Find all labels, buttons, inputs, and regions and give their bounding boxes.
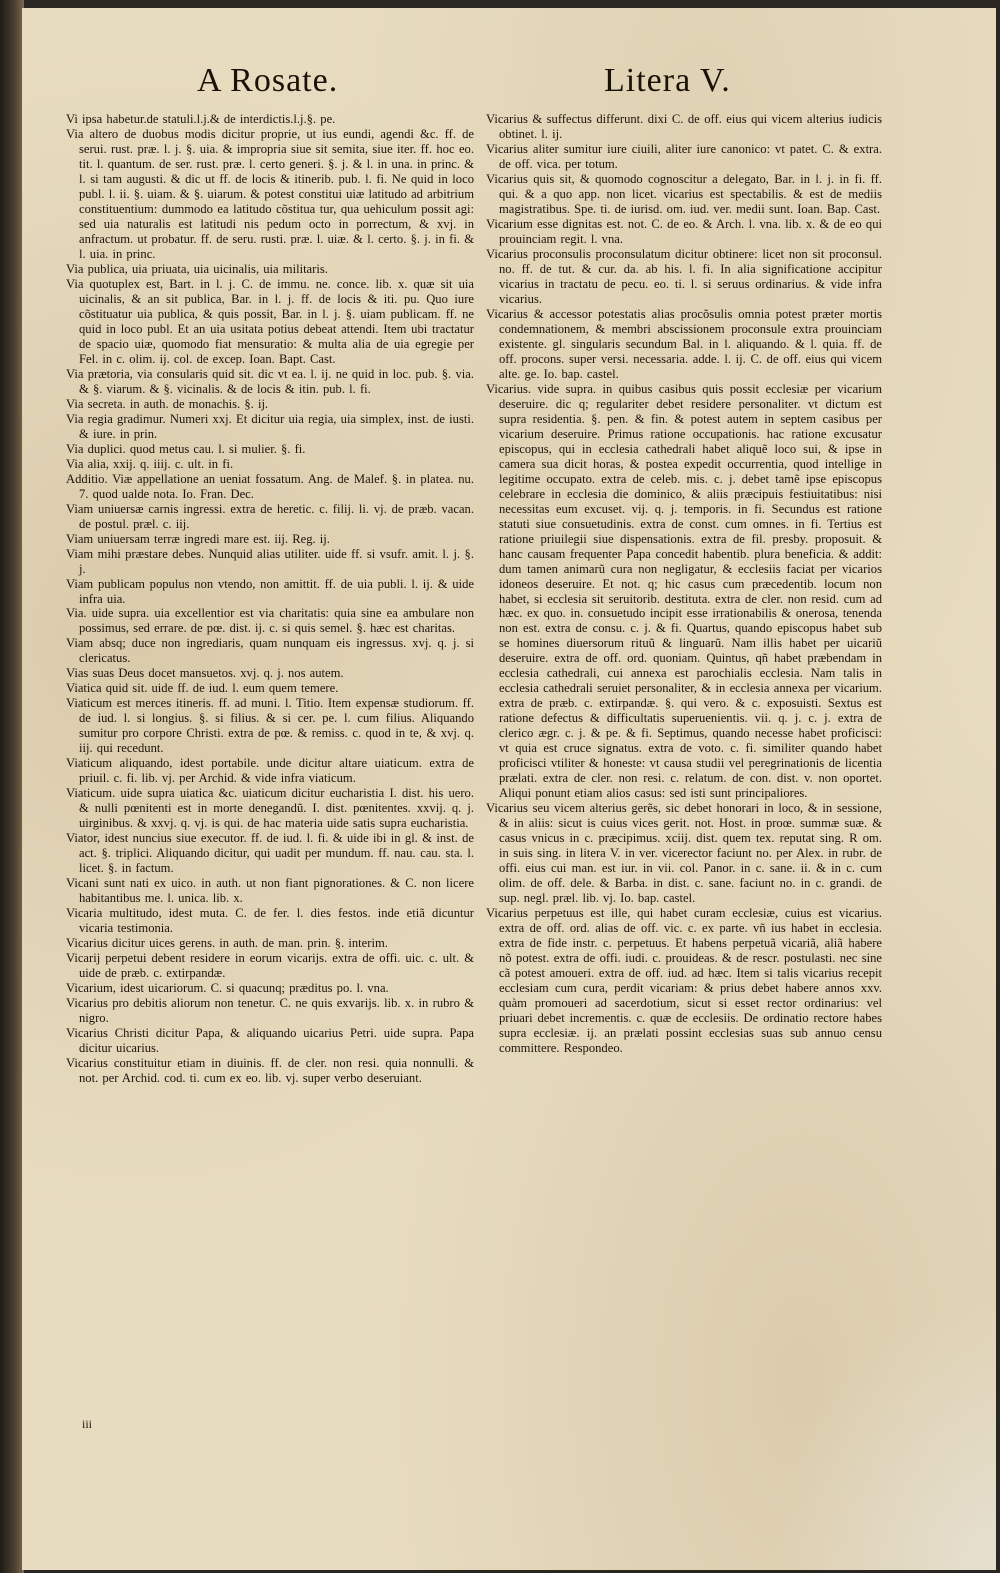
- running-head-left: A Rosate.: [197, 62, 339, 99]
- left-column-entry: Vicarius constituitur etiam in diuinis. ff. de cler. non resi. quia nonnulli. & not. per Archid. cod. ti. cum ex eo. lib. vj. super verbo deseruiant.: [66, 1056, 474, 1085]
- left-column-entry: Viaticum aliquando, idest portabile. unde dicitur altare uiaticum. extra de priuil. c. fi. lib. vj. per Archid. & vide infra viaticum.: [66, 756, 474, 786]
- left-column-entry: Via publica, uia priuata, uia uicinalis, uia militaris.: [66, 261, 328, 276]
- left-column-entry: Vias suas Deus docet mansuetos. xvj. q. j. nos autem.: [66, 666, 344, 681]
- left-column-entry: Viaticum. uide supra uiatica &c. uiaticum dicitur eucharistia I. dist. his uero. & nulli pœnitenti est in morte denegandũ. I. dist. pœnitentes. xxvij. q. j. uirginibus. & xxvj. q. vj. is qui. de hac materia uide satis supra eucharistia.: [66, 786, 474, 831]
- right-column-entry: Vicarius aliter sumitur iure ciuili, aliter iure canonico: vt patet. C. & extra. de off. vica. per totum.: [486, 141, 882, 171]
- page-stain: [736, 1250, 996, 1570]
- left-column-entry: Viam publicam populus non vtendo, non amittit. ff. de uia publi. l. ij. & uide infra uia.: [66, 576, 474, 606]
- left-column-entry: Vicarius dicitur uices gerens. in auth. de man. prin. §. interim.: [66, 936, 388, 951]
- left-column-entry: Vicarium, idest uicariorum. C. si quacunq; præditus po. l. vna.: [66, 981, 389, 996]
- left-column-entry: Vicarij perpetui debent residere in eorum vicarijs. extra de offi. uic. c. ult. & uide de præb. c. extirpandæ.: [66, 951, 474, 981]
- book-gutter: [0, 0, 24, 1573]
- left-column-entry: Via prætoria, via consularis quid sit. dic vt ea. l. ij. ne quid in loc. pub. §. via. & §. viarum. & §. vicinalis. & de locis & itin. pub. l. fi.: [66, 366, 474, 396]
- left-column-entry: Vicarius pro debitis aliorum non tenetur. C. ne quis exvarijs. lib. x. in rubro & nigro.: [66, 996, 474, 1026]
- left-column-entry: Via quotuplex est, Bart. in l. j. C. de immu. ne. conce. lib. x. quæ sit uia uicinalis, & an sit publica, Bar. in l. j. ff. de locis & iti. pu. Quo iure cõstituatur uia publica, & quis possit, Bar. in l. j. §. uiam publicam. ff. ne quid in loco publ. Et an uia usitata potius debeat attendi. Item ubi tractatur de spacio uiæ, quomodo fiat mensuratio: & multa alia de uia egregie per Fel. in c. olim. ij. col. de excep. Ioan. Bapt. Cast.: [66, 276, 474, 366]
- right-column-entry: Vicarius. vide supra. in quibus casibus quis possit ecclesiæ per vicarium deseruire. dic q; regulariter debet residere personaliter. vt dictum est supra residentia. §. pen. & fin. & potest autem in septem casibus per vicarium deseruire. Primus ratione occupationis. hac ratione excusatur episcopus, qui in ecclesia cathedrali habet aliquẽ loco sui, & ipse in camera sua dicit horas, & postea expedit occurrentia, quod intellige in legitime occupato. extra de celeb. mis. c. j. debet tamẽ ipse episcopus celebrare in ecclesia die dominico, & aliis præcipuis festiuitatibus: nisi necessitas eum excuset. vij. q. j. temporis. in fi. Secundus est ratione statuti siue consuetudinis. extra de const. cum omnes. in fi. Tertius est ratione priuilegii siue dispensationis. extra de fil. presby. proposuit. & hanc causam frequenter Papa concedit habentib. plura beneficia. & addit: dum tamen animarũ cura non negligatur, & ecclesiis faciat per vicarios idoneos deseruire. Et not. q; hic casus cum præcedentib. locum non habet, si ecclesia sit seruitorib. destituta. extra de cler. non resid. cum ad hæc. ex quo. in. consuetudo incipit esse irrationabilis & onerosa, tenenda non est. extra de consu. c. j. & fi. Quartus, quando episcopus habet sub se homines diuersorum rituũ & linguarũ. Nam illis habet per uicariũ deseruire. extra de off. ord. quoniam. Quintus, qñ habet præbendam in ecclesia cathedrali, cui annexa est parochialis ecclesia. Nam talis in ecclesia cathedrali seruiet personaliter, & in ecclesia annexa per vicarium. extra de præb. c. extirpandæ. §. qui vero. & c. exposuisti. Sextus est ratione defectus & difficultatis superuenientis. vii. q. j. c. j. extra de clerico ægr. c. j. & pe. & fi. Septimus, quando necesse habet proficisci: vt quia est cruce signatus. extra de voto. c. fi. similiter quando habet proficisci vtiliter & honeste: vt causa studii vel peregrinationis de licentia prælati. extra de cler. non resi. c. relatum. de con. dist. v. non oportet. Aliqui ponunt etiam alios casus: sed isti sunt principaliores.: [486, 381, 882, 801]
- left-column-entry: Via. uide supra. uia excellentior est via charitatis: quia sine ea ambulare non possimus, sed errare. de pœ. dist. ij. c. si quis semel. §. hæc est charitas.: [66, 606, 474, 636]
- left-column-entry: Viam uniuersam terræ ingredi mare est. iij. Reg. ij.: [66, 531, 330, 546]
- left-column-entry: Vi ipsa habetur.de statuli.l.j.& de interdictis.l.j.§. pe.: [66, 112, 336, 126]
- right-column: [486, 112, 882, 1056]
- left-column-entry: Vicani sunt nati ex uico. in auth. ut non fiant pignorationes. & C. non licere habitantibus me. l. unica. lib. x.: [66, 876, 474, 906]
- left-column-entry: Viatica quid sit. uide ff. de iud. l. eum quem temere.: [66, 681, 339, 696]
- left-column-entry: Viam uniuersæ carnis ingressi. extra de heretic. c. filij. li. vj. de præb. vacan. de postul. præl. c. iij.: [66, 501, 474, 531]
- left-column-entry: Via alia, xxij. q. iiij. c. ult. in fi.: [66, 456, 234, 471]
- left-column-entry: Via duplici. quod metus cau. l. si mulier. §. fi.: [66, 441, 306, 456]
- right-column-entry: Vicarius & accessor potestatis alias procõsulis omnia potest præter mortis condemnationem, & membri abscissionem proconsule extra prouinciam existente. gl. singularis secundum Bal. in l. aliquando. & l. quia. ff. de off. procons. super versi. necessaria. adde. l. ij. C. de off. eius qui vicem alte. ge. Io. bap. castel.: [486, 306, 882, 381]
- left-column-entry: Viam mihi præstare debes. Nunquid alias utiliter. uide ff. si vsufr. amit. l. j. §. j.: [66, 546, 474, 576]
- left-column-entry: Vicaria multitudo, idest muta. C. de fer. l. dies festos. inde etiã dicuntur vicaria testimonia.: [66, 906, 474, 936]
- right-column-entry: Vicarius & suffectus differunt. dixi C. de off. eius qui vicem alterius iudicis obtinet. l. ij.: [486, 112, 882, 141]
- right-column-entry: Vicarium esse dignitas est. not. C. de eo. & Arch. l. vna. lib. x. & de eo qui prouinciam regit. l. vna.: [486, 216, 882, 246]
- left-column: [66, 112, 474, 1086]
- book-page: [22, 8, 996, 1570]
- left-column-entry: Vicarius Christi dicitur Papa, & aliquando uicarius Petri. uide supra. Papa dicitur uicarius.: [66, 1026, 474, 1056]
- left-column-entry: Via secreta. in auth. de monachis. §. ij.: [66, 396, 269, 411]
- left-column-entry: Via altero de duobus modis dicitur proprie, ut ius eundi, agendi &c. ff. de serui. rust. præ. l. j. §. uia. & impropria siue sit semita, siue iter. ff. hoc eo. tit. l. quantum. de ser. rust. præ. l. certo generi. §. j. & l. in una. in princ. & l. si tam augusti. & dic ut ff. de locis & itinerib. pub. l. fi. Ne quid in loco publ. l. ii. §. uiam. & §. uiarum. & potest constitui uiæ latitudo ad arbitrium constituentium: dummodo ea latitudo cõstitua tur, qua uehiculum possit agi: sed uia naturalis est latitudi nis pedum octo in porrectum, & xvj. in anfractum. ut probatur. ff. de seru. rusti. præ. l. uiæ. & l. certo. §. j. in fi. & l. uia. in princ.: [66, 126, 474, 261]
- left-column-entry: Additio. Viæ appellatione an ueniat fossatum. Ang. de Malef. §. in platea. nu. 7. quod ualde nota. Io. Fran. Dec.: [66, 471, 474, 501]
- right-column-entry: Vicarius proconsulis proconsulatum dicitur obtinere: licet non sit proconsul. no. ff. de tut. & cur. da. ab his. l. fi. In alia significatione accipitur vicarius in tractatu de pecu. eo. ti. l. si seruus ordinarius. & vide infra vicarius.: [486, 246, 882, 306]
- signature-mark: iii: [82, 1417, 93, 1431]
- left-column-entry: Viam absq; duce non ingrediaris, quam nunquam eis ingressus. xvj. q. j. si clericatus.: [66, 636, 474, 666]
- left-column-entry: Via regia gradimur. Numeri xxj. Et dicitur uia regia, uia simplex, inst. de iusti. & iure. in prin.: [66, 411, 474, 441]
- right-column-entry: Vicarius perpetuus est ille, qui habet curam ecclesiæ, cuius est vicarius. extra de off. ord. alias de off. vic. c. ex parte. vñ ius habet in ecclesia. extra de fide instr. c. perpetuus. Et habens perpetuã vicariã, aliã habere nõ potest. extra de offi. iudi. c. prouideas. & de rescr. postulasti. nec sine cã potest amoueri. extra de off. iud. ad hæc. Item si talis vicarius recepit ecclesiam cum cura, perdit vicariam: & prius debet habere annos xxv. quàm promoueri ad sacerdotium, sicut si esset rector ordinarius: vel priuari debet incrementis. c. quæ de ecclesiis. De ordinatio rectore habes supra ecclesiæ. ij. an prælati possint ecclesias suas sub annuo censu committere. Respondeo.: [486, 906, 882, 1056]
- left-column-entry: Viator, idest nuncius siue executor. ff. de iud. l. fi. & uide ibi in gl. & inst. de act. §. triplici. Aliquando dicitur, qui uadit per mundum. ff. nau. cau. sta. l. licet. §. in factum.: [66, 831, 474, 876]
- running-head-right: Litera V.: [604, 62, 731, 99]
- right-column-entry: Vicarius quis sit, & quomodo cognoscitur a delegato, Bar. in l. j. in fi. ff. qui. & a quo app. non licet. vicarius est spectabilis. & est de mediis magistratibus. Spe. ti. de iurisd. om. iud. ver. medii sunt. Ioan. Bap. Cast.: [486, 171, 882, 216]
- right-column-entry: Vicarius seu vicem alterius gerẽs, sic debet honorari in loco, & in sessione, & in aliis: sicut is cuius vices gerit. not. Host. in proœ. summæ suæ. & casus vnicus in c. præcipimus. xciij. dist. quem tex. reputat sing. R om. in suis sing. in litera V. in ver. vicerector faciunt no. per Alex. in rubr. de offi. eius cui man. est iur. in vii. col. Panor. in c. sane. ii. & in c. cum olim. de off. dele. & Barba. in dist. c. sane. faciunt no. in c. grandi. de sup. negl. præl. lib. vj. Io. bap. castel.: [486, 801, 882, 906]
- left-column-entry: Viaticum est merces itineris. ff. ad muni. l. Titio. Item expensæ studiorum. ff. de iud. l. si longius. §. si filius. & si cer. pe. l. cum filius. Aliquando sumitur pro corpore Christi. extra de pœ. & remiss. c. quod in te, & xvj. q. iij. qui recedunt.: [66, 696, 474, 756]
